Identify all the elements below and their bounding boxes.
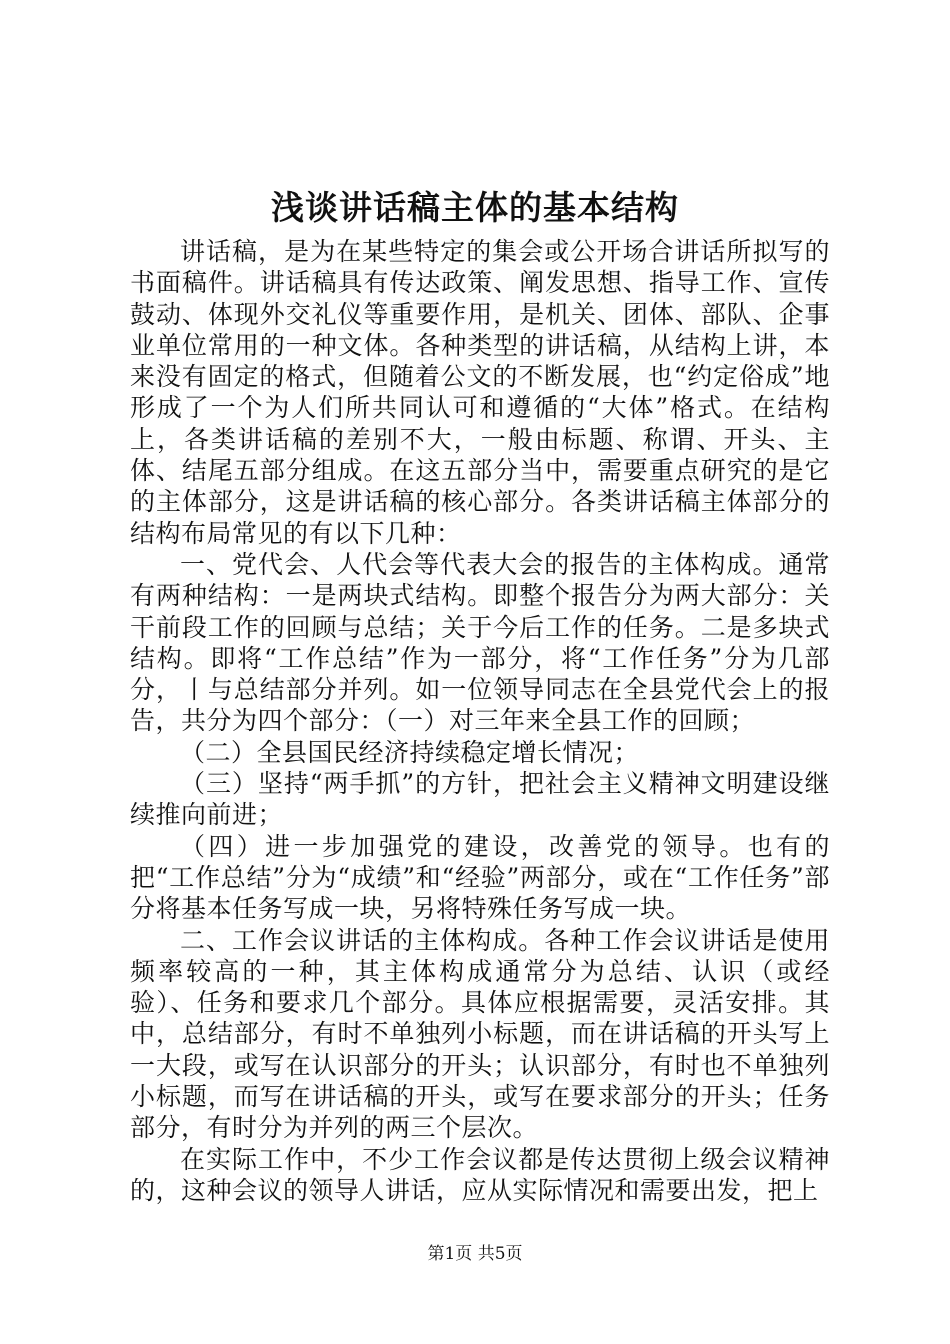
body-paragraph: （三）坚持“两手抓”的方针，把社会主义精神文明建设继续推向前进；: [130, 769, 830, 830]
document-title: 浅谈讲话稿主体的基本结构: [271, 188, 679, 227]
body-paragraph: 一、党代会、人代会等代表大会的报告的主体构成。通常有两种结构：一是两块式结构。即整个报告分为两大部分：关干前段工作的回顾与总结；关于今后工作的任务。二是多块式结构。即将“工作总结”作为一部分，将“工作任务”分为几部分，丨与总结部分并列。如一位领导同志在全县党代会上的报告，共分为四个部分：（一）对三年来全县工作的回顾；: [130, 549, 830, 736]
page-number-footer: 第1页 共5页: [427, 1244, 523, 1264]
document-body: [130, 236, 830, 1206]
body-paragraph: （四）进一步加强党的建设，改善党的领导。也有的把“工作总结”分为“成绩”和“经验”两部分，或在“工作任务”部分将基本任务写成一块，另将特殊任务写成一块。: [130, 831, 830, 924]
body-paragraph: 讲话稿，是为在某些特定的集会或公开场合讲话所拟写的书面稿件。讲话稿具有传达政策、阐发思想、指导工作、宣传鼓动、体现外交礼仪等重要作用，是机关、团体、部队、企事业单位常用的一种文体。各种类型的讲话稿，从结构上讲，本来没有固定的格式，但随着公文的不断发展，也“约定俗成”地形成了一个为人们所共同认可和遵循的“大体”格式。在结构上，各类讲话稿的差别不大，一般由标题、称谓、开头、主体、结尾五部分组成。在这五部分当中，需要重点研究的是它的主体部分，这是讲话稿的核心部分。各类讲话稿主体部分的结构布局常见的有以下几种：: [130, 237, 830, 548]
body-paragraph: 二、工作会议讲话的主体构成。各种工作会议讲话是使用频率较高的一种，其主体构成通常分为总结、认识（或经验）、任务和要求几个部分。具体应根据需要，灵活安排。其中，总结部分，有时不单独列小标题，而在讲话稿的开头写上一大段，或写在认识部分的开头；认识部分，有时也不单独列小标题，而写在讲话稿的开头，或写在要求部分的开头；任务部分，有时分为并列的两三个层次。: [130, 925, 830, 1143]
body-paragraph: 在实际工作中，不少工作会议都是传达贯彻上级会议精神的，这种会议的领导人讲话，应从实际情况和需要出发，把上: [130, 1144, 830, 1205]
body-paragraph: （二）全县国民经济持续稳定增长情况；: [180, 737, 640, 767]
